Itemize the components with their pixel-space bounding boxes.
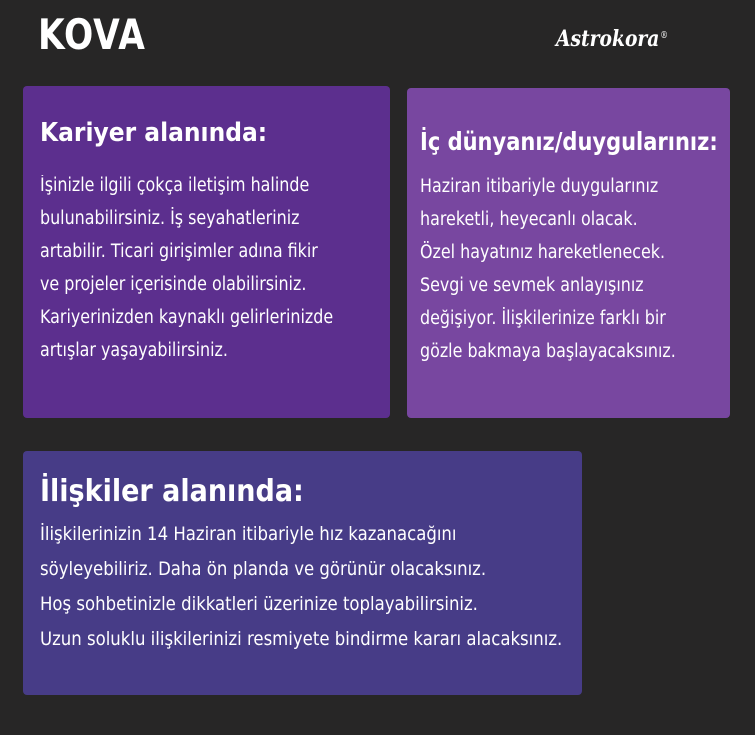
relationships-text xyxy=(40,517,562,657)
brand-name: Astrokora xyxy=(556,26,660,52)
career-text-line: artabilir. Ticari girişimler adına fikir xyxy=(40,241,318,262)
inner-world-text-line: gözle bakmaya başlayacaksınız. xyxy=(420,341,676,362)
inner-world-text-line: hareketli, heyecanlı olacak. xyxy=(420,209,638,230)
relationships-card xyxy=(23,451,582,695)
relationships-text-line: Uzun soluklu ilişkilerinizi resmiyete bindirme kararı alacaksınız. xyxy=(40,628,563,650)
career-text-line: İşinizle ilgili çokça iletişim halinde xyxy=(40,175,310,196)
page-title: KOVA xyxy=(38,10,146,59)
career-text xyxy=(40,169,333,367)
inner-world-text-line: Özel hayatınız hareketlenecek. xyxy=(420,242,666,263)
inner-world-text xyxy=(420,170,676,368)
relationships-text-line: İlişkilerinizin 14 Haziran itibariyle hız kazanacağını xyxy=(40,523,457,545)
brand-logo xyxy=(556,28,668,50)
inner-world-text-line: Haziran itibariyle duygularınız xyxy=(420,176,659,197)
career-text-line: artışlar yaşayabilirsiniz. xyxy=(40,340,228,361)
career-card xyxy=(23,86,390,418)
inner-world-card xyxy=(407,88,730,418)
relationships-heading: İlişkiler alanında: xyxy=(40,474,304,509)
career-text-line: Kariyerinizden kaynaklı gelirlerinizde xyxy=(40,307,334,328)
inner-world-text-line: değişiyor. İlişkilerinize farklı bir xyxy=(420,308,666,329)
inner-world-heading: İç dünyanız/duygularınız: xyxy=(420,127,718,156)
registered-mark: ® xyxy=(660,30,668,41)
career-heading: Kariyer alanında: xyxy=(40,118,268,148)
career-text-line: ve projeler içerisinde olabilirsiniz. xyxy=(40,274,307,295)
inner-world-text-line: Sevgi ve sevmek anlayışınız xyxy=(420,275,644,296)
relationships-text-line: Hoş sohbetinizle dikkatleri üzerinize toplayabilirsiniz. xyxy=(40,593,478,615)
career-text-line: bulunabilirsiniz. İş seyahatleriniz xyxy=(40,208,300,229)
relationships-text-line: söyleyebiliriz. Daha ön planda ve görünür olacaksınız. xyxy=(40,558,487,580)
